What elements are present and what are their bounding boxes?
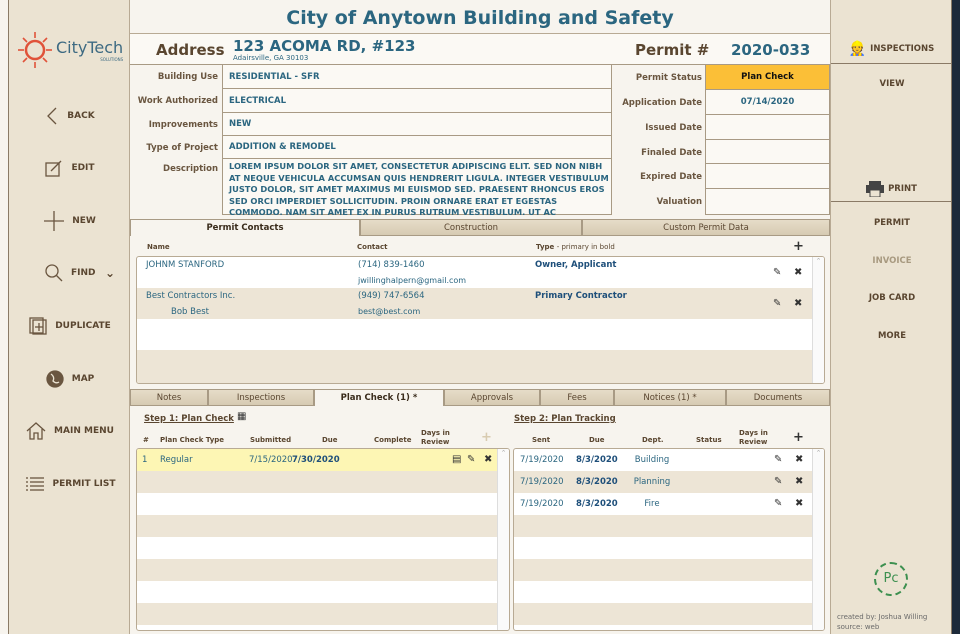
view-button[interactable]: VIEW — [879, 79, 905, 89]
status-label: Application Date — [612, 90, 702, 115]
status-label: Issued Date — [612, 115, 702, 140]
invoice-button[interactable]: INVOICE — [872, 256, 912, 266]
status-label: Valuation — [612, 189, 702, 215]
plan-check-row — [137, 603, 497, 625]
edit-icon — [45, 159, 63, 177]
new-button[interactable]: NEW — [9, 211, 131, 231]
sun-logo-icon — [17, 30, 53, 70]
edit-icon[interactable]: ✎ — [774, 498, 783, 509]
main-menu-button[interactable]: MAIN MENU — [9, 421, 131, 441]
plan-check-col: # — [143, 436, 149, 444]
job-card-button[interactable]: JOB CARD — [868, 293, 916, 303]
source: source: web — [837, 623, 880, 631]
tab-approvals[interactable]: Approvals — [444, 389, 540, 406]
plan-tracking-list — [513, 448, 825, 631]
plan-tracking-title: Step 2: Plan Tracking — [514, 414, 616, 424]
field-label: Work Authorized — [137, 96, 218, 106]
permit-button[interactable]: PERMIT — [873, 218, 910, 228]
delete-icon[interactable]: ✖ — [794, 267, 803, 278]
edit-icon[interactable]: ✎ — [774, 454, 783, 465]
field-label: Description — [163, 164, 218, 174]
citytech-logo: CityTech SOLUTIONS — [17, 30, 127, 70]
plan-tracking-col: Dept. — [642, 436, 664, 444]
plan-tracking-row[interactable]: 7/19/2020 8/3/2020 Building ✎ ✖ — [520, 454, 804, 465]
tab-permit-contacts[interactable]: Permit Contacts — [130, 219, 360, 236]
status-value[interactable]: 07/14/2020 — [705, 90, 830, 115]
plan-check-row — [137, 537, 497, 559]
edit-icon[interactable]: ✎ — [467, 454, 476, 465]
delete-icon[interactable]: ✖ — [484, 454, 493, 465]
plan-check-col: Due — [322, 436, 338, 444]
delete-icon[interactable]: ✖ — [795, 476, 804, 487]
delete-icon[interactable]: ✖ — [794, 298, 803, 309]
col-contact: Contact — [357, 243, 388, 251]
chevron-left-icon — [45, 106, 59, 126]
plan-tracking-row — [514, 603, 812, 625]
tab-fees[interactable]: Fees — [540, 389, 614, 406]
field-value[interactable]: NEW — [222, 113, 612, 136]
plan-check-col: Submitted — [250, 436, 292, 444]
top-tabs — [130, 219, 830, 236]
tab-custom-permit-data[interactable]: Custom Permit Data — [582, 219, 830, 236]
scrollbar[interactable]: ⌃ — [812, 449, 824, 630]
status-label: Finaled Date — [612, 140, 702, 164]
plus-icon — [44, 211, 64, 231]
tab-construction[interactable]: Construction — [360, 219, 582, 236]
delete-icon[interactable]: ✖ — [795, 498, 804, 509]
plan-check-row — [137, 471, 497, 493]
inspector-icon: 👷 — [848, 40, 867, 57]
status-value[interactable] — [705, 140, 830, 164]
plan-tracking-col: Days in Review — [739, 429, 768, 446]
field-value[interactable]: RESIDENTIAL - SFR — [222, 65, 612, 89]
plan-tracking-col: Status — [696, 436, 722, 444]
col-type: Type - primary in bold — [536, 243, 615, 251]
plan-tracking-row[interactable]: 7/19/2020 8/3/2020 Planning ✎ ✖ — [514, 471, 812, 493]
status-value[interactable] — [705, 189, 830, 215]
col-name: Name — [147, 243, 170, 251]
delete-icon[interactable]: ✖ — [795, 454, 804, 465]
globe-icon — [46, 370, 64, 388]
plan-check-title: Step 1: Plan Check — [144, 414, 234, 424]
inspections-button[interactable]: 👷 INSPECTIONS — [831, 0, 952, 64]
plan-check-row — [137, 493, 497, 515]
search-icon — [45, 264, 63, 282]
tab-inspections[interactable]: Inspections — [208, 389, 314, 406]
edit-icon[interactable]: ✎ — [774, 476, 783, 487]
add-tracking-button[interactable]: + — [793, 430, 804, 445]
pdf-icon[interactable]: ▤ — [452, 454, 462, 465]
plan-tracking-col: Due — [589, 436, 605, 444]
plan-check-row[interactable]: 1 Regular 7/15/2020 7/30/2020 ▤ ✎ ✖ — [137, 449, 497, 471]
status-badge[interactable]: Plan Check — [705, 65, 830, 90]
field-label: Building Use — [157, 72, 218, 82]
map-button[interactable]: MAP — [9, 369, 131, 389]
duplicate-icon — [29, 317, 47, 335]
status-label: Permit Status — [612, 65, 702, 90]
plan-tracking-row[interactable]: 7/19/2020 8/3/2020 Fire ✎ ✖ — [520, 498, 804, 509]
right-sidebar — [830, 0, 952, 634]
calendar-icon[interactable]: ▦ — [237, 411, 247, 422]
add-plan-check-button[interactable]: + — [481, 430, 492, 445]
plan-tracking-row — [514, 559, 812, 581]
contacts-list — [136, 256, 825, 384]
left-sidebar — [8, 0, 130, 634]
more-button[interactable]: MORE — [877, 331, 907, 341]
find-button[interactable]: FIND ⌄ — [9, 263, 131, 283]
plan-check-col: Complete — [374, 436, 412, 444]
field-label: Improvements — [148, 120, 218, 130]
bottom-tabs — [130, 389, 830, 406]
created-by: created by: Joshua Willing — [837, 613, 928, 621]
print-button[interactable]: PRINT — [831, 176, 952, 202]
printer-icon — [866, 181, 884, 197]
contact-row[interactable]: Best Contractors Inc. Bob Best (949) 747-6564 best@best.com Primary Contractor ✎ ✖ — [137, 288, 812, 319]
plan-tracking-row — [514, 537, 812, 559]
field-value[interactable]: ADDITION & REMODEL — [222, 136, 612, 159]
list-icon — [25, 476, 45, 492]
home-icon — [26, 422, 46, 440]
tab-plan-check-[interactable]: Plan Check (1) * — [314, 389, 444, 406]
plan-check-col: Days in Review — [421, 429, 450, 446]
pc-badge: Pc — [874, 562, 908, 596]
plan-check-row — [137, 515, 497, 537]
duplicate-button[interactable]: DUPLICATE — [9, 316, 131, 336]
field-value[interactable]: LOREM IPSUM DOLOR SIT AMET, CONSECTETUR ADIPISCING ELIT. SED NON NIBH AT NEQUE VEHICULA ACCUMSAN QUIS HENDRERIT LIGULA. INTEGER VESTIBULUM JUSTO DOLOR, SIT AMET MAXIMUS MI EUISMOD SED. PRAESENT RHONCUS EROS SED ORCI IMPERDIET SOLLICITUDIN. PROIN ORNARE ERAT ET EGESTAS COMMODO. NAM SIT AMET EX IN PURUS RUTRUM VESTIBULUM. UT AC — [222, 159, 612, 215]
plan-check-row — [137, 581, 497, 603]
add-contact-button[interactable]: + — [793, 239, 804, 254]
plan-tracking-row — [514, 581, 812, 603]
field-label: Type of Project — [146, 143, 218, 153]
plan-tracking-row — [514, 515, 812, 537]
plan-check-col: Plan Check Type — [160, 436, 225, 444]
status-value[interactable] — [705, 164, 830, 189]
scrollbar[interactable]: ⌃ — [497, 449, 509, 630]
permit-list-button[interactable]: PERMIT LIST — [9, 474, 131, 494]
back-button[interactable]: BACK — [9, 106, 131, 126]
edit-icon[interactable]: ✎ — [773, 298, 782, 309]
page-title: City of Anytown Building and Safety — [130, 0, 830, 34]
scrollbar[interactable]: ⌃ — [812, 257, 824, 383]
plan-tracking-col: Sent — [532, 436, 551, 444]
edit-icon[interactable]: ✎ — [773, 267, 782, 278]
tab-notices-[interactable]: Notices (1) * — [614, 389, 726, 406]
tab-documents[interactable]: Documents — [726, 389, 830, 406]
status-value[interactable] — [705, 115, 830, 140]
tab-notes[interactable]: Notes — [130, 389, 208, 406]
status-label: Expired Date — [612, 164, 702, 189]
edit-button[interactable]: EDIT — [9, 158, 131, 178]
contact-row[interactable]: JOHNM STANFORD (714) 839-1460 jwillinghalpern@gmail.com Owner, Applicant ✎ ✖ — [146, 260, 803, 285]
address-bar: Address 123 ACOMA RD, #123 Adairsville, GA 30103 Permit # 2020-033 — [130, 34, 830, 65]
plan-check-list — [136, 448, 510, 631]
window-edge — [952, 0, 960, 634]
chevron-down-icon[interactable]: ⌄ — [105, 266, 116, 280]
field-value[interactable]: ELECTRICAL — [222, 89, 612, 113]
plan-check-row — [137, 559, 497, 581]
